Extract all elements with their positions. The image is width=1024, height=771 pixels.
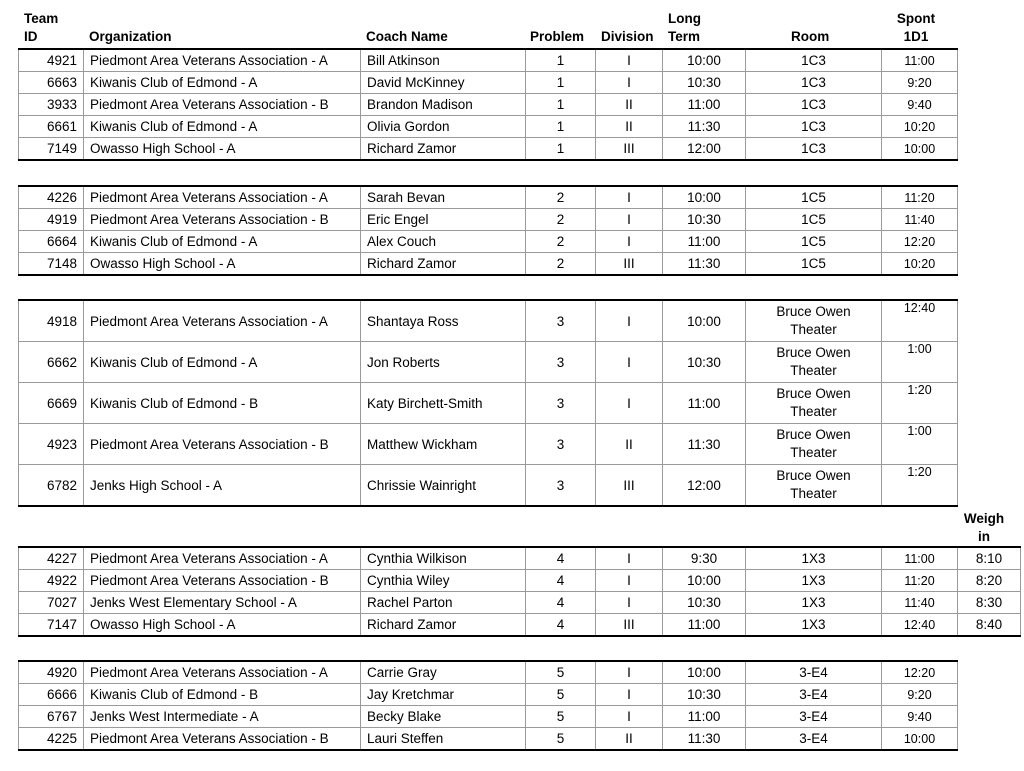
division-cell: III bbox=[596, 465, 663, 507]
table-row bbox=[19, 728, 958, 751]
long-term-cell: 10:00 bbox=[663, 300, 746, 342]
problem-cell: 5 bbox=[526, 661, 596, 684]
organization-cell: Piedmont Area Veterans Association - B bbox=[84, 209, 361, 231]
header-coach-name: Coach Name bbox=[366, 29, 448, 44]
coach-name-cell: Jay Kretchmar bbox=[361, 684, 526, 706]
organization-cell: Owasso High School - A bbox=[84, 253, 361, 276]
organization-cell: Piedmont Area Veterans Association - B bbox=[84, 570, 361, 592]
long-term-cell: 10:30 bbox=[663, 72, 746, 94]
room-cell: 1C3 bbox=[746, 94, 882, 116]
weigh-in-cell: 8:10 bbox=[958, 547, 1021, 570]
organization-cell: Piedmont Area Veterans Association - A bbox=[84, 547, 361, 570]
table-row bbox=[19, 547, 1021, 570]
problem-cell: 5 bbox=[526, 728, 596, 751]
organization-cell: Kiwanis Club of Edmond - A bbox=[84, 342, 361, 383]
problem-cell: 2 bbox=[526, 253, 596, 276]
table-row bbox=[19, 570, 1021, 592]
coach-name-cell: Cynthia Wiley bbox=[361, 570, 526, 592]
spont-cell: 9:40 bbox=[882, 94, 958, 116]
organization-cell: Jenks West Intermediate - A bbox=[84, 706, 361, 728]
long-term-cell: 11:30 bbox=[663, 253, 746, 276]
table-row bbox=[19, 49, 958, 72]
schedule-group-problem-4 bbox=[18, 546, 1021, 637]
room-line-2: Theater bbox=[790, 363, 837, 378]
team-id-cell: 7149 bbox=[19, 138, 84, 161]
long-term-cell: 10:30 bbox=[663, 684, 746, 706]
room-line-2: Theater bbox=[790, 486, 837, 501]
long-term-cell: 10:30 bbox=[663, 209, 746, 231]
table-row bbox=[19, 383, 958, 424]
long-term-cell: 11:30 bbox=[663, 424, 746, 465]
room-cell: 1C5 bbox=[746, 231, 882, 253]
room-cell: 1C5 bbox=[746, 253, 882, 276]
division-cell: I bbox=[596, 72, 663, 94]
long-term-cell: 10:00 bbox=[663, 186, 746, 209]
division-cell: I bbox=[596, 684, 663, 706]
organization-cell: Piedmont Area Veterans Association - B bbox=[84, 728, 361, 751]
table-row bbox=[19, 138, 958, 161]
team-id-cell: 6662 bbox=[19, 342, 84, 383]
table-row bbox=[19, 186, 958, 209]
spont-cell: 12:40 bbox=[882, 300, 958, 342]
long-term-cell: 12:00 bbox=[663, 138, 746, 161]
spont-cell: 1:20 bbox=[882, 465, 958, 507]
team-id-cell: 6661 bbox=[19, 116, 84, 138]
problem-cell: 1 bbox=[526, 138, 596, 161]
table-row bbox=[19, 614, 1021, 637]
spont-cell: 1:00 bbox=[882, 342, 958, 383]
room-cell bbox=[746, 342, 882, 383]
team-id-cell: 6666 bbox=[19, 684, 84, 706]
long-term-cell: 10:00 bbox=[663, 49, 746, 72]
coach-name-cell: Rachel Parton bbox=[361, 592, 526, 614]
division-cell: I bbox=[596, 209, 663, 231]
coach-name-cell: Richard Zamor bbox=[361, 138, 526, 161]
problem-cell: 1 bbox=[526, 116, 596, 138]
team-id-cell: 4921 bbox=[19, 49, 84, 72]
division-cell: I bbox=[596, 661, 663, 684]
division-cell: I bbox=[596, 547, 663, 570]
header-spont-line1: Spont bbox=[896, 11, 936, 26]
team-id-cell: 4919 bbox=[19, 209, 84, 231]
organization-cell: Jenks High School - A bbox=[84, 465, 361, 507]
problem-cell: 4 bbox=[526, 592, 596, 614]
weigh-in-cell: 8:20 bbox=[958, 570, 1021, 592]
header-long-term-line1: Long bbox=[668, 11, 701, 26]
organization-cell: Kiwanis Club of Edmond - B bbox=[84, 684, 361, 706]
division-cell: I bbox=[596, 342, 663, 383]
team-id-cell: 6664 bbox=[19, 231, 84, 253]
room-line-1: Bruce Owen bbox=[776, 386, 851, 401]
schedule-group-problem-5 bbox=[18, 660, 958, 751]
header-long-term bbox=[668, 10, 701, 46]
header-spont-line2: 1D1 bbox=[903, 29, 929, 44]
room-cell: 1C3 bbox=[746, 138, 882, 161]
team-id-cell: 6663 bbox=[19, 72, 84, 94]
schedule-group-problem-2 bbox=[18, 185, 958, 276]
problem-cell: 5 bbox=[526, 684, 596, 706]
problem-cell: 2 bbox=[526, 186, 596, 209]
schedule-group-problem-1 bbox=[18, 48, 958, 161]
spont-cell: 9:20 bbox=[882, 684, 958, 706]
long-term-cell: 11:00 bbox=[663, 231, 746, 253]
problem-cell: 3 bbox=[526, 300, 596, 342]
division-cell: I bbox=[596, 383, 663, 424]
coach-name-cell: David McKinney bbox=[361, 72, 526, 94]
team-id-cell: 6782 bbox=[19, 465, 84, 507]
spont-cell: 1:00 bbox=[882, 424, 958, 465]
table-row bbox=[19, 342, 958, 383]
team-id-cell: 3933 bbox=[19, 94, 84, 116]
team-id-cell: 4918 bbox=[19, 300, 84, 342]
long-term-cell: 10:30 bbox=[663, 592, 746, 614]
team-id-cell: 4920 bbox=[19, 661, 84, 684]
organization-cell: Jenks West Elementary School - A bbox=[84, 592, 361, 614]
table-row bbox=[19, 592, 1021, 614]
long-term-cell: 11:00 bbox=[663, 614, 746, 637]
coach-name-cell: Alex Couch bbox=[361, 231, 526, 253]
problem-cell: 3 bbox=[526, 424, 596, 465]
spont-cell: 10:20 bbox=[882, 116, 958, 138]
long-term-cell: 11:30 bbox=[663, 116, 746, 138]
spont-cell: 10:00 bbox=[882, 138, 958, 161]
header-weigh-in-line2: in bbox=[978, 529, 990, 544]
coach-name-cell: Lauri Steffen bbox=[361, 728, 526, 751]
table-row bbox=[19, 300, 958, 342]
room-line-1: Bruce Owen bbox=[776, 427, 851, 442]
division-cell: I bbox=[596, 706, 663, 728]
coach-name-cell: Katy Birchett-Smith bbox=[361, 383, 526, 424]
header-division: Division bbox=[601, 29, 654, 44]
table-row bbox=[19, 72, 958, 94]
division-cell: II bbox=[596, 728, 663, 751]
problem-cell: 1 bbox=[526, 72, 596, 94]
organization-cell: Piedmont Area Veterans Association - A bbox=[84, 49, 361, 72]
table-row bbox=[19, 706, 958, 728]
organization-cell: Kiwanis Club of Edmond - A bbox=[84, 72, 361, 94]
coach-name-cell: Cynthia Wilkison bbox=[361, 547, 526, 570]
header-organization: Organization bbox=[89, 29, 172, 44]
division-cell: I bbox=[596, 231, 663, 253]
room-cell: 1C3 bbox=[746, 116, 882, 138]
team-id-cell: 6669 bbox=[19, 383, 84, 424]
organization-cell: Kiwanis Club of Edmond - A bbox=[84, 231, 361, 253]
table-row bbox=[19, 684, 958, 706]
spont-cell: 11:40 bbox=[882, 592, 958, 614]
spont-cell: 12:20 bbox=[882, 231, 958, 253]
room-cell: 1X3 bbox=[746, 570, 882, 592]
spont-cell: 11:20 bbox=[882, 186, 958, 209]
coach-name-cell: Chrissie Wainright bbox=[361, 465, 526, 507]
organization-cell: Owasso High School - A bbox=[84, 614, 361, 637]
long-term-cell: 10:30 bbox=[663, 342, 746, 383]
problem-cell: 3 bbox=[526, 342, 596, 383]
table-row bbox=[19, 209, 958, 231]
team-id-cell: 7148 bbox=[19, 253, 84, 276]
coach-name-cell: Sarah Bevan bbox=[361, 186, 526, 209]
team-id-cell: 4922 bbox=[19, 570, 84, 592]
room-line-2: Theater bbox=[790, 445, 837, 460]
division-cell: II bbox=[596, 94, 663, 116]
coach-name-cell: Becky Blake bbox=[361, 706, 526, 728]
header-problem: Problem bbox=[530, 29, 585, 44]
table-row bbox=[19, 424, 958, 465]
problem-cell: 3 bbox=[526, 465, 596, 507]
room-line-2: Theater bbox=[790, 322, 837, 337]
spont-cell: 11:00 bbox=[882, 547, 958, 570]
spont-cell: 10:20 bbox=[882, 253, 958, 276]
coach-name-cell: Bill Atkinson bbox=[361, 49, 526, 72]
long-term-cell: 10:00 bbox=[663, 661, 746, 684]
header-weigh-in-line1: Weigh bbox=[963, 511, 1005, 526]
division-cell: I bbox=[596, 186, 663, 209]
problem-cell: 4 bbox=[526, 547, 596, 570]
problem-cell: 4 bbox=[526, 570, 596, 592]
room-cell bbox=[746, 383, 882, 424]
room-line-2: Theater bbox=[790, 404, 837, 419]
room-cell: 3-E4 bbox=[746, 706, 882, 728]
header-weigh-in bbox=[958, 510, 1010, 546]
header-team-id-line1: Team bbox=[24, 11, 59, 26]
table-row bbox=[19, 465, 958, 507]
schedule-group-problem-3 bbox=[18, 299, 958, 507]
header-spont bbox=[884, 10, 948, 46]
table-row bbox=[19, 661, 958, 684]
division-cell: III bbox=[596, 253, 663, 276]
spont-cell: 10:00 bbox=[882, 728, 958, 751]
long-term-cell: 11:00 bbox=[663, 706, 746, 728]
spont-cell: 11:40 bbox=[882, 209, 958, 231]
organization-cell: Owasso High School - A bbox=[84, 138, 361, 161]
coach-name-cell: Olivia Gordon bbox=[361, 116, 526, 138]
division-cell: I bbox=[596, 49, 663, 72]
room-line-1: Bruce Owen bbox=[776, 345, 851, 360]
coach-name-cell: Richard Zamor bbox=[361, 253, 526, 276]
organization-cell: Kiwanis Club of Edmond - A bbox=[84, 116, 361, 138]
coach-name-cell: Richard Zamor bbox=[361, 614, 526, 637]
room-cell bbox=[746, 465, 882, 507]
long-term-cell: 9:30 bbox=[663, 547, 746, 570]
spont-cell: 9:20 bbox=[882, 72, 958, 94]
spont-cell: 12:40 bbox=[882, 614, 958, 637]
header-team-id-line2: ID bbox=[24, 29, 38, 44]
coach-name-cell: Eric Engel bbox=[361, 209, 526, 231]
problem-cell: 3 bbox=[526, 383, 596, 424]
division-cell: III bbox=[596, 614, 663, 637]
division-cell: I bbox=[596, 570, 663, 592]
room-cell: 3-E4 bbox=[746, 684, 882, 706]
header-long-term-line2: Term bbox=[668, 29, 701, 44]
division-cell: I bbox=[596, 592, 663, 614]
spont-cell: 11:20 bbox=[882, 570, 958, 592]
organization-cell: Piedmont Area Veterans Association - B bbox=[84, 424, 361, 465]
spont-cell: 9:40 bbox=[882, 706, 958, 728]
organization-cell: Piedmont Area Veterans Association - A bbox=[84, 300, 361, 342]
room-cell: 1X3 bbox=[746, 614, 882, 637]
problem-cell: 5 bbox=[526, 706, 596, 728]
long-term-cell: 10:00 bbox=[663, 570, 746, 592]
division-cell: I bbox=[596, 300, 663, 342]
room-line-1: Bruce Owen bbox=[776, 304, 851, 319]
long-term-cell: 11:30 bbox=[663, 728, 746, 751]
coach-name-cell: Carrie Gray bbox=[361, 661, 526, 684]
organization-cell: Piedmont Area Veterans Association - B bbox=[84, 94, 361, 116]
room-line-1: Bruce Owen bbox=[776, 468, 851, 483]
header-room: Room bbox=[791, 29, 830, 44]
room-cell: 1C5 bbox=[746, 209, 882, 231]
team-id-cell: 4226 bbox=[19, 186, 84, 209]
division-cell: II bbox=[596, 116, 663, 138]
room-cell: 1X3 bbox=[746, 547, 882, 570]
long-term-cell: 12:00 bbox=[663, 465, 746, 507]
organization-cell: Kiwanis Club of Edmond - B bbox=[84, 383, 361, 424]
room-cell bbox=[746, 300, 882, 342]
team-id-cell: 7147 bbox=[19, 614, 84, 637]
coach-name-cell: Brandon Madison bbox=[361, 94, 526, 116]
team-id-cell: 6767 bbox=[19, 706, 84, 728]
division-cell: III bbox=[596, 138, 663, 161]
spont-cell: 1:20 bbox=[882, 383, 958, 424]
spont-cell: 12:20 bbox=[882, 661, 958, 684]
room-cell: 1C3 bbox=[746, 49, 882, 72]
table-row bbox=[19, 231, 958, 253]
header-team-id bbox=[24, 10, 58, 46]
problem-cell: 1 bbox=[526, 49, 596, 72]
problem-cell: 2 bbox=[526, 231, 596, 253]
weigh-in-cell: 8:40 bbox=[958, 614, 1021, 637]
problem-cell: 2 bbox=[526, 209, 596, 231]
long-term-cell: 11:00 bbox=[663, 383, 746, 424]
division-cell: II bbox=[596, 424, 663, 465]
room-cell: 3-E4 bbox=[746, 661, 882, 684]
long-term-cell: 11:00 bbox=[663, 94, 746, 116]
coach-name-cell: Shantaya Ross bbox=[361, 300, 526, 342]
team-id-cell: 4225 bbox=[19, 728, 84, 751]
problem-cell: 1 bbox=[526, 94, 596, 116]
organization-cell: Piedmont Area Veterans Association - A bbox=[84, 186, 361, 209]
room-cell bbox=[746, 424, 882, 465]
coach-name-cell: Matthew Wickham bbox=[361, 424, 526, 465]
problem-cell: 4 bbox=[526, 614, 596, 637]
table-row bbox=[19, 253, 958, 276]
table-row bbox=[19, 116, 958, 138]
team-id-cell: 4923 bbox=[19, 424, 84, 465]
team-id-cell: 7027 bbox=[19, 592, 84, 614]
spont-cell: 11:00 bbox=[882, 49, 958, 72]
organization-cell: Piedmont Area Veterans Association - A bbox=[84, 661, 361, 684]
room-cell: 1C5 bbox=[746, 186, 882, 209]
table-row bbox=[19, 94, 958, 116]
weigh-in-cell: 8:30 bbox=[958, 592, 1021, 614]
room-cell: 3-E4 bbox=[746, 728, 882, 751]
room-cell: 1C3 bbox=[746, 72, 882, 94]
room-cell: 1X3 bbox=[746, 592, 882, 614]
team-id-cell: 4227 bbox=[19, 547, 84, 570]
coach-name-cell: Jon Roberts bbox=[361, 342, 526, 383]
